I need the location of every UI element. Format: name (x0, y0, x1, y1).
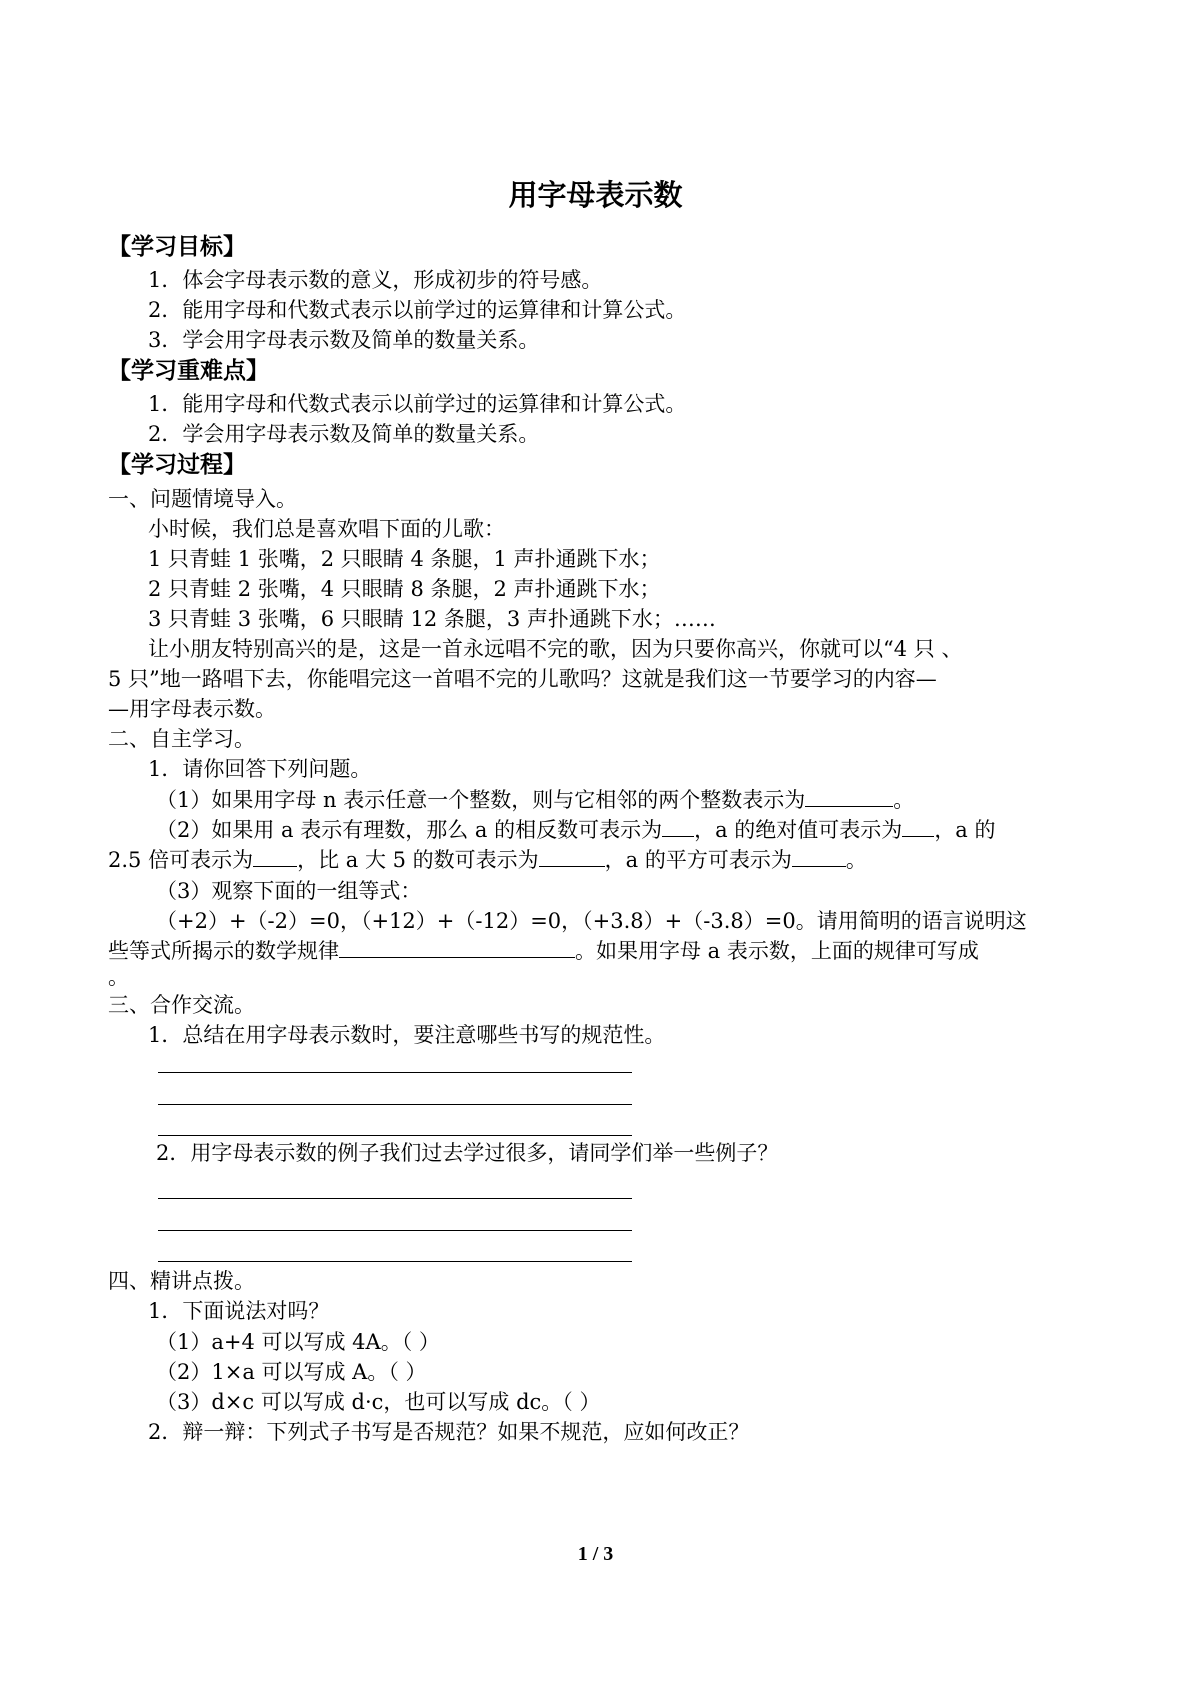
question-text: ，a 的平方可表示为 (604, 848, 792, 872)
paragraph-line: 小时候，我们总是喜欢唱下面的儿歌： (148, 517, 505, 541)
answer-line[interactable] (158, 1104, 632, 1105)
goal-item: 2．能用字母和代数式表示以前学过的运算律和计算公式。 (148, 298, 687, 322)
paragraph-line: 5 只”地一路唱下去，你能唱完这一首唱不完的儿歌吗？这就是我们这一节要学习的内容— (108, 667, 937, 691)
question: 1．请你回答下列问题。 (148, 757, 372, 781)
answer-blank[interactable] (902, 816, 934, 837)
question-text: 些等式所揭示的数学规律 (108, 939, 339, 963)
question: 1．下面说法对吗？ (148, 1299, 330, 1323)
question-text: （1）如果用字母 n 表示任意一个整数，则与它相邻的两个整数表示为 (156, 788, 806, 812)
goal-item: 3．学会用字母表示数及简单的数量关系。 (148, 328, 540, 352)
song-line: 1 只青蛙 1 张嘴，2 只眼睛 4 条腿，1 声扑通跳下水； (148, 547, 661, 571)
key-point-item: 2．学会用字母表示数及简单的数量关系。 (148, 422, 540, 446)
answer-line[interactable] (158, 1261, 632, 1262)
key-point-item: 1．能用字母和代数式表示以前学过的运算律和计算公式。 (148, 392, 687, 416)
paragraph-line: （+2）+（-2）=0，（+12）+（-12）=0，（+3.8）+（-3.8）=0。请用简明的语言说明这 (156, 909, 1027, 933)
question-text: ，a 的 (934, 818, 996, 842)
paragraph-line: 让小朋友特别高兴的是，这是一首永远唱不完的歌，因为只要你高兴，你就可以“4 只 、 (148, 637, 963, 661)
question-text: 。如果用字母 a 表示数，上面的规律可写成 (575, 939, 979, 963)
page-title: 用字母表示数 (508, 178, 683, 212)
answer-line[interactable] (158, 1135, 632, 1136)
page-number: 1 / 3 (577, 1543, 614, 1565)
question-text: （2）如果用 a 表示有理数，那么 a 的相反数可表示为 (156, 818, 663, 842)
question-text: 。 (845, 848, 867, 872)
heading-key-points: 【学习重难点】 (108, 358, 269, 384)
answer-blank[interactable] (539, 846, 605, 867)
answer-blank[interactable] (792, 846, 846, 867)
answer-line[interactable] (158, 1230, 632, 1231)
answer-blank[interactable] (253, 846, 297, 867)
question-line (156, 815, 996, 845)
song-line: 2 只青蛙 2 张嘴，4 只眼睛 8 条腿，2 声扑通跳下水； (148, 577, 661, 601)
question-text: ，比 a 大 5 的数可表示为 (297, 848, 539, 872)
question-text: 。 (108, 965, 129, 989)
question-line (108, 845, 867, 875)
true-false-item: （3）d×c 可以写成 d·c，也可以写成 dc。（ ） (156, 1390, 601, 1414)
answer-line[interactable] (158, 1072, 632, 1073)
section-title: 二、自主学习。 (108, 727, 255, 751)
question-text: 2.5 倍可表示为 (108, 848, 254, 872)
true-false-item: （1）a+4 可以写成 4A。（ ） (156, 1330, 440, 1354)
goal-item: 1．体会字母表示数的意义，形成初步的符号感。 (148, 268, 603, 292)
question-line (108, 936, 979, 966)
question-text: ，a 的绝对值可表示为 (694, 818, 903, 842)
question-line (156, 785, 914, 815)
section-title: 四、精讲点拨。 (108, 1269, 255, 1293)
question: 1．总结在用字母表示数时，要注意哪些书写的规范性。 (148, 1023, 666, 1047)
answer-blank[interactable] (805, 786, 893, 807)
song-line: 3 只青蛙 3 张嘴，6 只眼睛 12 条腿，3 声扑通跳下水；…… (148, 607, 716, 631)
question: （3）观察下面的一组等式： (156, 879, 422, 903)
section-title: 三、合作交流。 (108, 993, 255, 1017)
question-text: 。 (893, 788, 915, 812)
question: 2．用字母表示数的例子我们过去学过很多，请同学们举一些例子？ (156, 1141, 779, 1165)
true-false-item: （2）1×a 可以写成 A。（ ） (156, 1360, 427, 1384)
question: 2．辩一辩：下列式子书写是否规范？如果不规范，应如何改正？ (148, 1420, 750, 1444)
answer-blank[interactable] (662, 816, 694, 837)
heading-learning-goals: 【学习目标】 (108, 234, 246, 260)
paragraph-line: —用字母表示数。 (108, 697, 276, 721)
section-title: 一、问题情境导入。 (108, 487, 297, 511)
answer-line[interactable] (158, 1198, 632, 1199)
heading-learning-process: 【学习过程】 (108, 452, 246, 478)
answer-blank[interactable] (339, 937, 575, 958)
